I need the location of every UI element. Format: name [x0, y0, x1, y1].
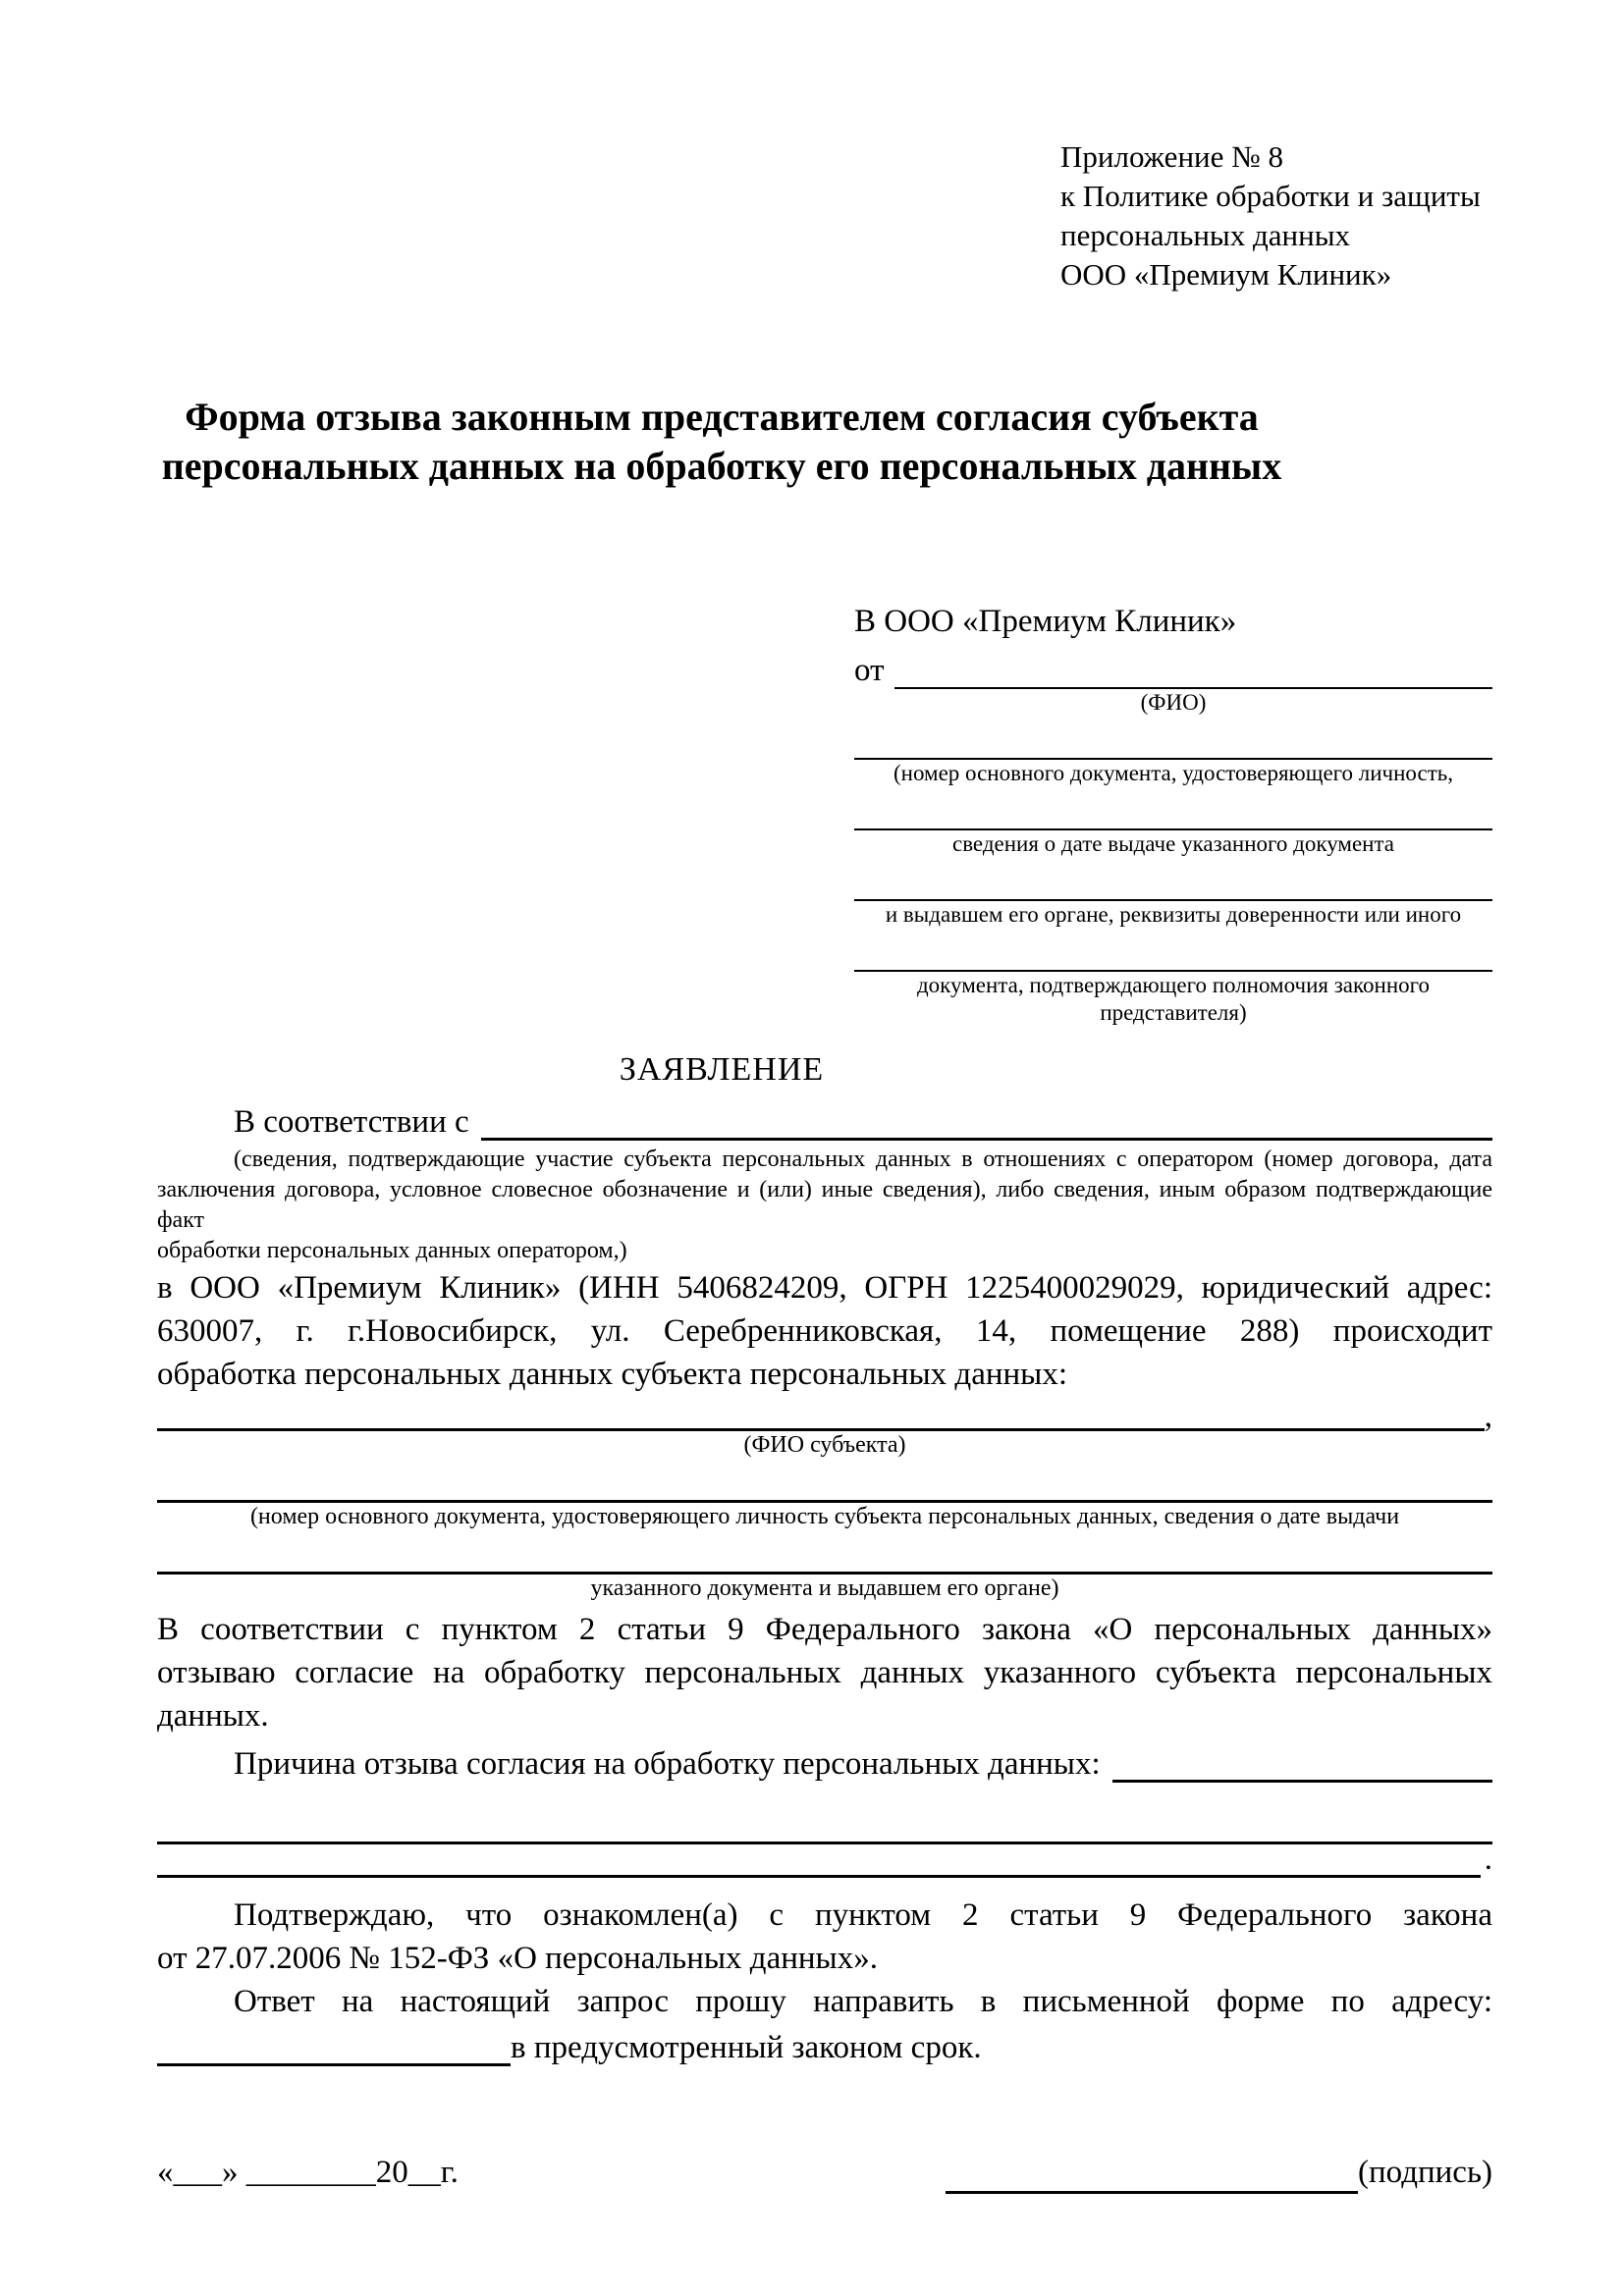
subject-document-blank-line[interactable]: [157, 1459, 1492, 1503]
appendix-header-line: ООО «Премиум Клиник»: [1060, 257, 1392, 292]
reply-paragraph: Ответ на настоящий запрос прошу направить в письменной форме по адресу:: [234, 1984, 1492, 2019]
intro-note-line3: обработки персональных данных оператором,): [157, 1238, 627, 1263]
reply-address-blank-line[interactable]: [157, 2063, 511, 2066]
authority-document-blank-line[interactable]: [854, 929, 1492, 972]
reason-blank-line-1[interactable]: [157, 1796, 1492, 1844]
representative-document-blank-line[interactable]: [854, 717, 1492, 760]
intro-note-line1: (сведения, подтверждающие участие субъекта персональных данных в отношениях с оператором (номер договора, дата: [234, 1147, 1492, 1172]
operator-paragraph-line2: 630007, г. г.Новосибирск, ул. Серебренниковская, 14, помещение 288) происходит: [157, 1313, 1492, 1349]
law-paragraph: [157, 1608, 1492, 1737]
form-title-line2: персональных данных на обработку его персональных данных: [161, 444, 1282, 488]
statement-heading: ЗАЯВЛЕНИЕ: [619, 1051, 825, 1088]
appendix-header-line: к Политике обработки и защиты: [1060, 179, 1481, 213]
representative-document-caption: (номер основного документа, удостоверяющего личность,: [893, 761, 1453, 785]
operator-paragraph-line3: обработка персональных данных субъекта персональных данных:: [157, 1357, 1067, 1392]
relationship-details-blank-line[interactable]: [481, 1138, 1492, 1141]
intro-note-line2: заключения договора, условное словесное обозначение и (или) иные сведения), либо сведения, иным образом подтверждающие факт: [157, 1177, 1492, 1233]
law-paragraph-line2: отзываю согласие на обработку персональных данных указанного субъекта персональных: [157, 1655, 1492, 1690]
authority-document-caption: документа, подтверждающего полномочия законного представителя): [916, 973, 1430, 1025]
trailing-comma: ,: [1484, 1399, 1492, 1434]
form-title: [157, 393, 1286, 491]
law-paragraph-line3: данных.: [157, 1698, 269, 1734]
subject-document-caption-line1: (номер основного документа, удостоверяющего личность субъекта персональных данных, сведения о дате выдачи: [249, 1504, 1400, 1529]
footer-row: [157, 2151, 1492, 2194]
appendix-header-line: Приложение № 8: [1060, 139, 1283, 174]
form-title-line1: Форма отзыва законным представителем согласия субъекта: [185, 395, 1259, 439]
date-blank-text[interactable]: «___» ________20__г.: [157, 2155, 459, 2190]
fio-caption: (ФИО): [1140, 690, 1207, 715]
appendix-header-line: персональных данных: [1060, 218, 1351, 252]
issuing-authority-caption: и выдавшем его органе, реквизиты доверенности или иного: [885, 902, 1462, 927]
subject-document-caption-line2: указанного документа и выдавшем его органе): [590, 1575, 1059, 1601]
reason-blank-line-2[interactable]: [157, 1875, 1481, 1878]
reason-blank-line-short[interactable]: [1112, 1780, 1492, 1783]
issuing-authority-blank-line[interactable]: [854, 858, 1492, 901]
law-paragraph-line1: В соответствии с пунктом 2 статьи 9 Федерального закона «О персональных данных»: [157, 1612, 1492, 1647]
from-label: от: [854, 653, 885, 688]
reply-address-row: [157, 2023, 1492, 2066]
confirm-paragraph-line1: Подтверждаю, что ознакомлен(а) с пунктом 2 статьи 9 Федерального закона: [234, 1897, 1492, 1933]
intro-prefix: В соответствии с: [234, 1104, 469, 1140]
reason-blank-line-2-row: [157, 1844, 1492, 1878]
reason-row: [157, 1737, 1492, 1783]
intro-row: [157, 1095, 1492, 1141]
subject-fio-caption: (ФИО субъекта): [743, 1432, 906, 1458]
reply-suffix: в предусмотренный законом срок.: [511, 2030, 982, 2065]
intro-note: [157, 1145, 1492, 1266]
reason-label: Причина отзыва согласия на обработку персональных данных:: [234, 1746, 1101, 1782]
operator-paragraph-line1: в ООО «Премиум Клиник» (ИНН 5406824209, ОГРН 1225400029029, юридический адрес:: [157, 1270, 1492, 1306]
trailing-period: .: [1484, 1842, 1492, 1877]
subject-document-issuer-blank-line[interactable]: [157, 1530, 1492, 1575]
document-issue-date-blank-line[interactable]: [854, 787, 1492, 830]
signature-group: [946, 2151, 1492, 2194]
addressee-block: [854, 599, 1492, 1027]
addressee-organization: В ООО «Премиум Клиник»: [854, 604, 1237, 639]
subject-fio-row: [157, 1399, 1492, 1434]
from-row: [854, 644, 1492, 689]
document-issue-date-caption: сведения о дате выдаче указанного документа: [951, 831, 1395, 856]
signature-blank-line[interactable]: [946, 2158, 1358, 2194]
appendix-header: [1060, 137, 1492, 294]
signature-caption: (подпись): [1358, 2155, 1492, 2190]
confirm-paragraph-line2: от 27.07.2006 № 152-ФЗ «О персональных данных».: [157, 1941, 878, 1976]
